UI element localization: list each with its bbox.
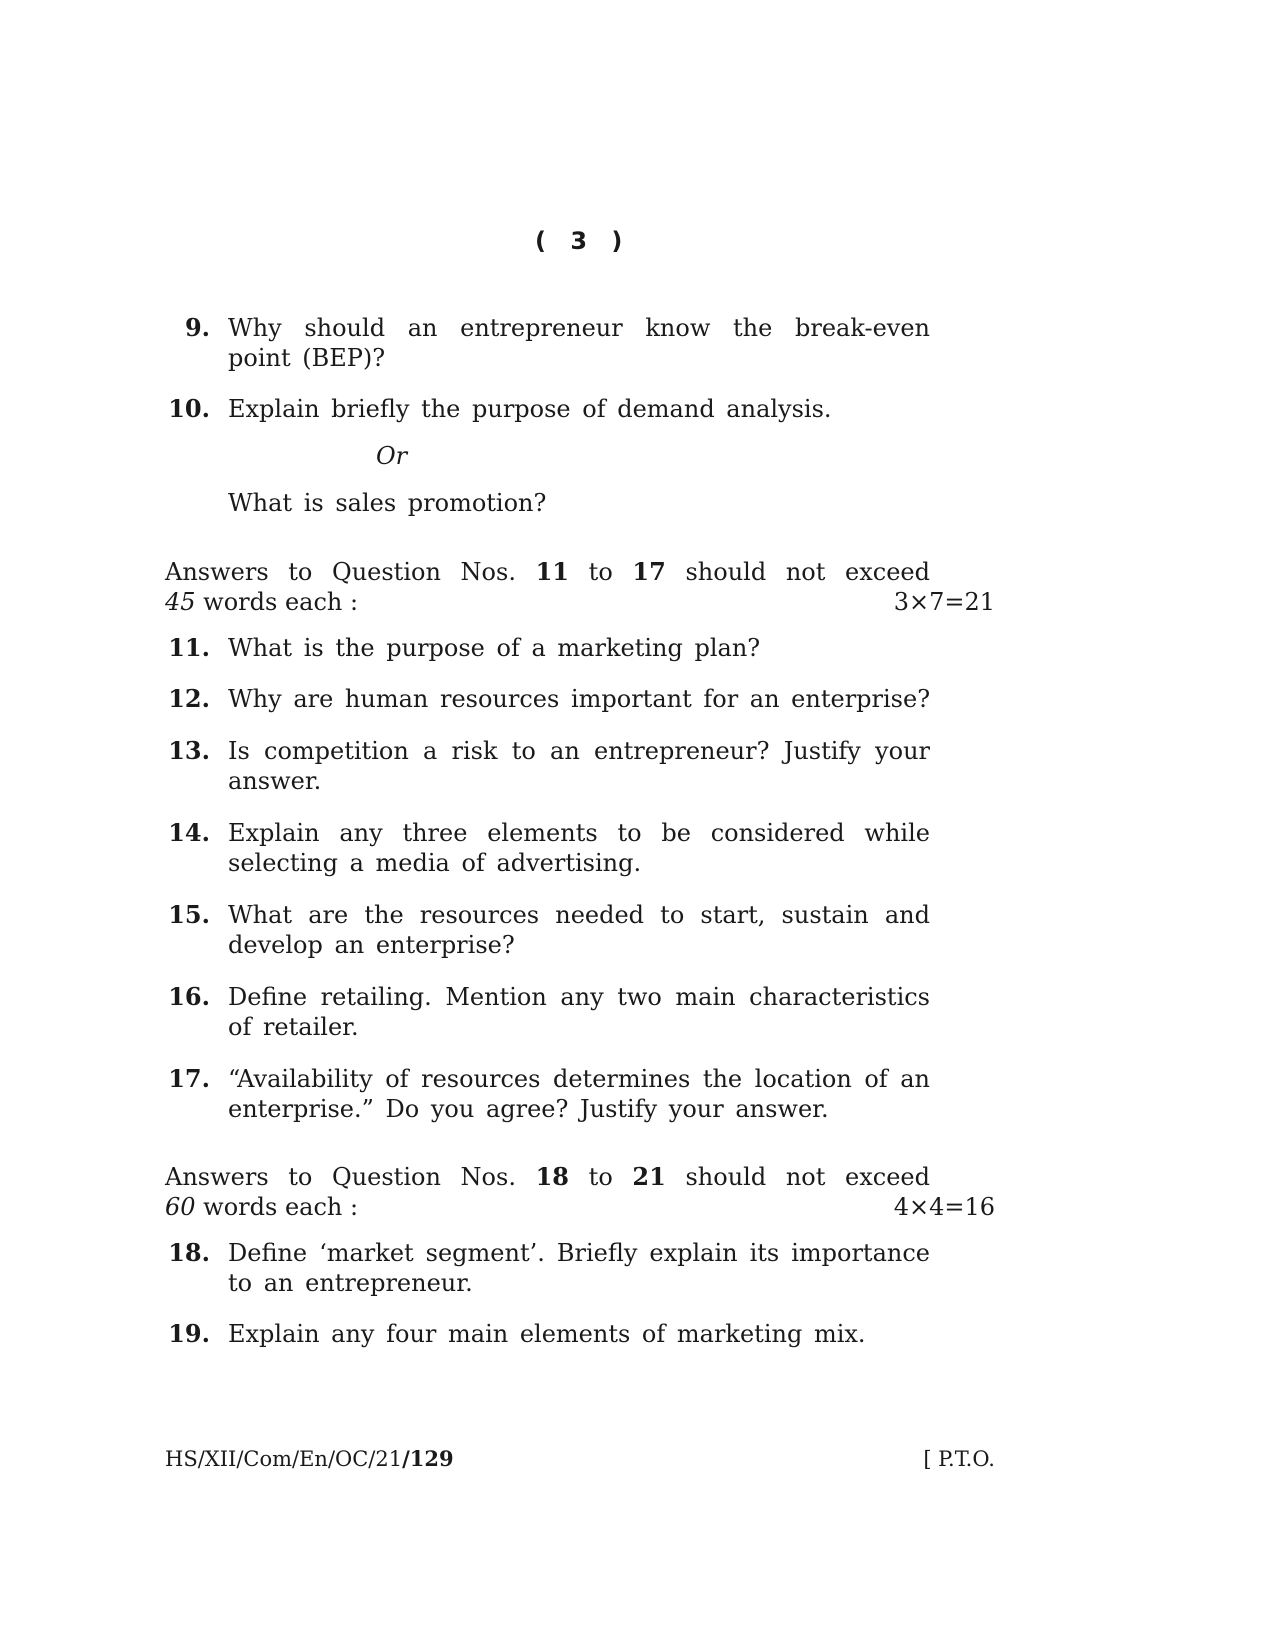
- instruction-from: 18: [535, 1162, 570, 1191]
- instruction-line-2: [165, 1192, 995, 1222]
- question-number: 16.: [168, 982, 210, 1011]
- question-17: [165, 1064, 930, 1124]
- instruction-line-2: [165, 587, 995, 617]
- instruction-line: [165, 557, 930, 587]
- question-number: 15.: [168, 900, 210, 929]
- question-text: Define retailing. Mention any two main characteristics of retailer.: [228, 983, 930, 1041]
- paper-code: [165, 1447, 454, 1471]
- question-19: [165, 1319, 930, 1349]
- word-limit-text: words each :: [195, 1193, 359, 1221]
- question-11: [165, 633, 930, 663]
- word-limit: 60: [165, 1193, 196, 1221]
- page-number: ( 3 ): [535, 227, 631, 255]
- question-number: 17.: [168, 1064, 210, 1093]
- question-12: [165, 684, 930, 714]
- marks-allocation: 4×4=16: [893, 1193, 995, 1221]
- or-separator: Or: [376, 442, 408, 470]
- question-number: 18.: [168, 1238, 210, 1267]
- question-number: 11.: [168, 633, 210, 662]
- question-text: What are the resources needed to start, sustain and develop an enterprise?: [228, 901, 930, 959]
- question-text: What is the purpose of a marketing plan?: [228, 634, 761, 662]
- section-instruction-2: [165, 1162, 995, 1222]
- question-text: Why should an entrepreneur know the break-even point (BEP)?: [228, 314, 930, 372]
- question-number: 9.: [184, 313, 210, 342]
- question-text: Explain any three elements to be considered while selecting a media of advertising.: [228, 819, 930, 877]
- instruction-to-word: to: [588, 1163, 613, 1191]
- section-instruction-1: [165, 557, 995, 617]
- question-text: Why are human resources important for an enterprise?: [228, 685, 931, 713]
- question-16: [165, 982, 930, 1042]
- word-limit: 45: [165, 588, 196, 616]
- instruction-line: [165, 1162, 930, 1192]
- question-9: [165, 313, 930, 373]
- question-number: 19.: [168, 1319, 210, 1348]
- question-10-alternative: What is sales promotion?: [228, 489, 547, 517]
- pto-marker: [ P.T.O.: [923, 1447, 995, 1471]
- marks-allocation: 3×7=21: [893, 588, 995, 616]
- question-text: Explain any four main elements of marketing mix.: [228, 1320, 866, 1348]
- instruction-suffix: should not exceed: [685, 1163, 930, 1191]
- page-footer: [165, 1444, 995, 1474]
- question-number: 12.: [168, 684, 210, 713]
- question-text: Define ‘market segment’. Briefly explain its importance to an entrepreneur.: [228, 1239, 930, 1297]
- question-text: Is competition a risk to an entrepreneur? Justify your answer.: [228, 737, 930, 795]
- instruction-prefix: Answers to Question Nos.: [165, 1163, 516, 1191]
- instruction-to: 21: [632, 1162, 666, 1191]
- question-number: 13.: [168, 736, 210, 765]
- question-number: 10.: [168, 394, 210, 423]
- question-10: [165, 394, 930, 424]
- word-limit-text: words each :: [195, 588, 359, 616]
- instruction-from: 11: [535, 557, 570, 586]
- instruction-to-word: to: [588, 558, 613, 586]
- instruction-to: 17: [632, 557, 666, 586]
- paper-code-prefix: HS/XII/Com/En/OC/21: [165, 1447, 403, 1471]
- question-15: [165, 900, 930, 960]
- question-14: [165, 818, 930, 878]
- question-18: [165, 1238, 930, 1298]
- question-13: [165, 736, 930, 796]
- paper-code-number: /129: [402, 1446, 454, 1471]
- instruction-prefix: Answers to Question Nos.: [165, 558, 516, 586]
- instruction-suffix: should not exceed: [685, 558, 930, 586]
- question-text: “Availability of resources determines the location of an enterprise.” Do you agree? Justify your answer.: [228, 1065, 930, 1123]
- question-text: Explain briefly the purpose of demand analysis.: [228, 395, 832, 423]
- question-number: 14.: [168, 818, 210, 847]
